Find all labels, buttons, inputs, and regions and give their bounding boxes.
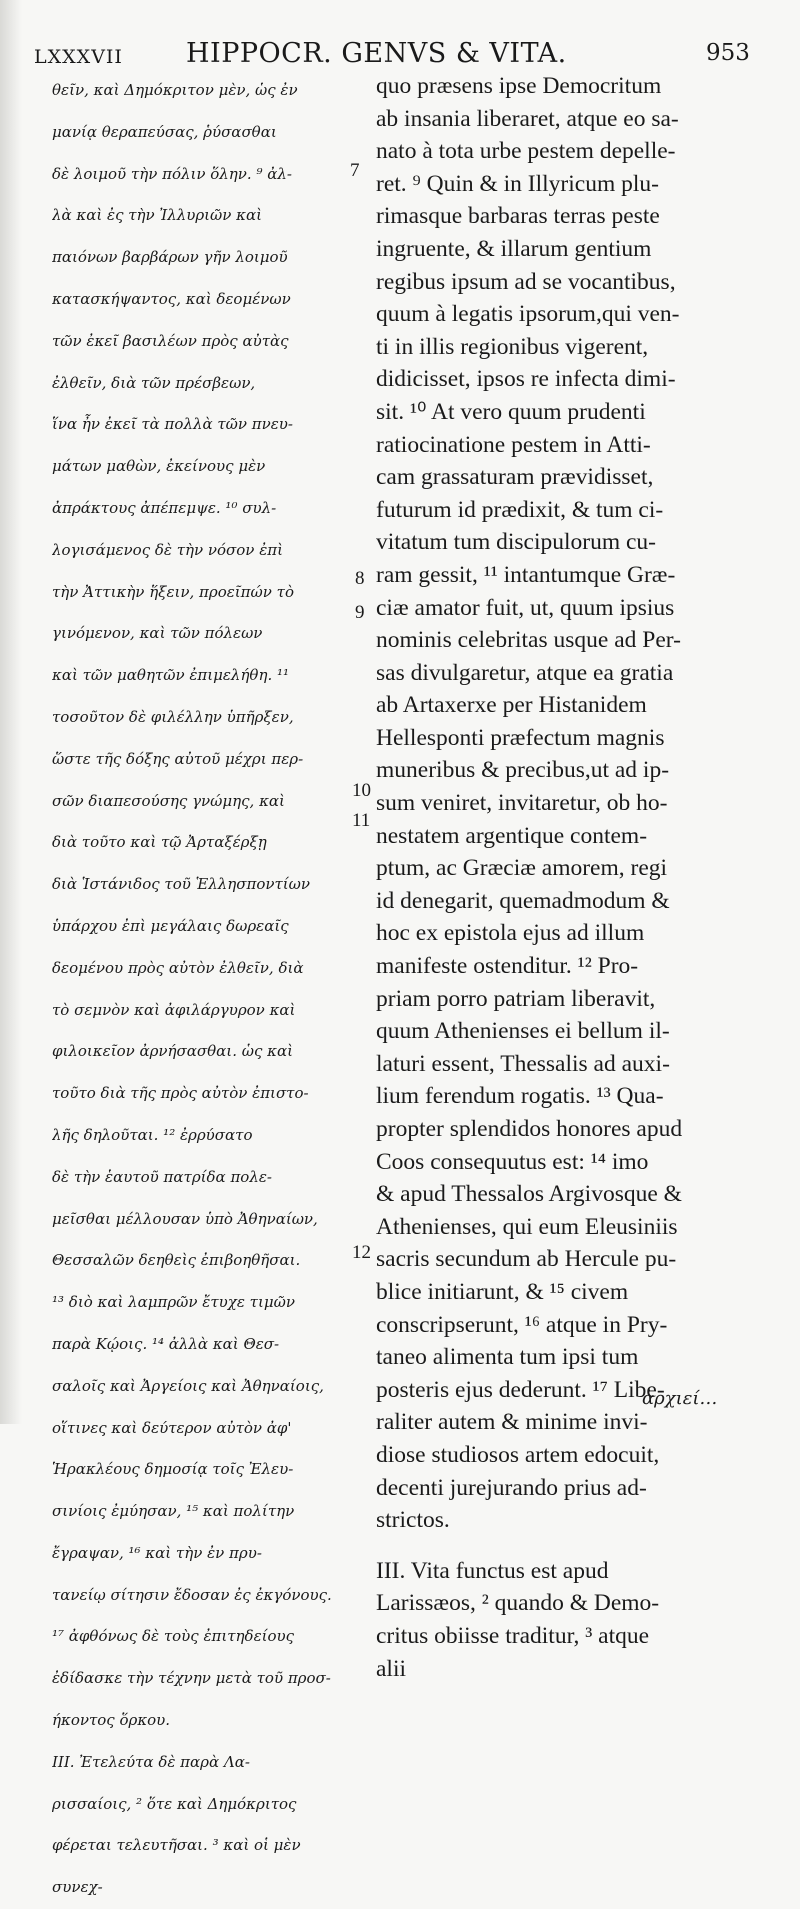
latin-text-line: sacris secundum ab Hercule pu-	[376, 1246, 677, 1273]
greek-text-line: φιλοικεῖον ἀρνήσασθαι. ὡς καὶ	[52, 1042, 293, 1061]
latin-text-line: nato à tota urbe pestem depelle-	[376, 138, 676, 165]
greek-text-line: τὸ σεμνὸν καὶ ἀφιλάργυρον καὶ	[52, 1000, 296, 1019]
greek-text-line: ήκοντος ὅρκου.	[52, 1711, 171, 1730]
greek-text-line: ὥστε τῆς δόξης αὐτοῦ μέχρι περ-	[52, 749, 304, 768]
latin-text-line: diose studiosos artem edocuit,	[376, 1441, 660, 1468]
running-title: HIPPOCR. GENVS & VITA.	[186, 38, 567, 69]
margin-number-11: 11	[352, 810, 371, 831]
margin-number-8: 8	[355, 568, 365, 589]
latin-text-line: sum veniret, invitaretur, ob ho-	[376, 790, 668, 817]
page-gutter-shadow	[0, 0, 22, 1424]
greek-text-line: ἀπράκτους ἀπέπεμψε. ¹⁰ συλ-	[52, 498, 277, 517]
latin-text-line: ab Artaxerxe per Histanidem	[376, 692, 647, 719]
latin-text-line: muneribus & precibus,ut ad ip-	[376, 757, 670, 784]
greek-text-line: ἵνα ἦν ἐκεῖ τὰ πολλὰ τῶν πνευ-	[52, 415, 293, 434]
greek-text-line: λογισάμενος δὲ τὴν νόσον ἐπὶ	[52, 540, 283, 559]
latin-text-line: sas divulgaretur, atque ea gratia	[376, 659, 674, 686]
latin-text-line: ret. ⁹ Quin & in Illyricum plu-	[376, 170, 659, 197]
greek-text-line: δὲ λοιμοῦ τὴν πόλιν ὅλην. ⁹ ἀλ-	[52, 164, 292, 183]
latin-text-line: conscripserunt, ¹⁶ atque in Pry-	[376, 1311, 668, 1338]
greek-text-line: Ἡρακλέους δημοσίᾳ τοῖς Ἐλευ-	[52, 1460, 294, 1479]
latin-text-line: propter splendidos honores apud	[376, 1116, 683, 1142]
latin-text-line: quum Athenienses ei bellum il-	[376, 1018, 670, 1045]
greek-text-line: συνεχ-	[52, 1878, 103, 1897]
latin-column	[376, 70, 796, 1685]
greek-text-line: δεομένου πρὸς αὐτὸν ἐλθεῖν, διὰ	[52, 958, 304, 977]
latin-text-line: regibus ipsum ad se vocantibus,	[376, 268, 676, 295]
latin-text-line: Coos consequutus est: ¹⁴ imo	[376, 1148, 649, 1175]
margin-number-9: 9	[355, 602, 365, 623]
greek-text-line: μανίᾳ θεραπεύσας, ῥύσασθαι	[52, 122, 277, 141]
greek-text-line: σῶν διαπεσούσης γνώμης, καὶ	[52, 791, 285, 810]
latin-text-line: posteris ejus dederunt. ¹⁷ Libe-	[376, 1376, 665, 1403]
latin-text-line: decenti jurejurando prius ad-	[376, 1474, 647, 1501]
greek-text-line: ἐδίδασκε τὴν τέχνην μετὰ τοῦ προσ-	[52, 1669, 331, 1688]
latin-text-line: vitatum tum discipulorum cu-	[376, 529, 657, 556]
latin-text-line: rimasque barbaras terras peste	[376, 203, 660, 230]
latin-text-line: & apud Thessalos Argivosque &	[376, 1181, 682, 1208]
latin-text-line: ciæ amator fuit, ut, quum ipsius	[376, 594, 675, 621]
greek-text-line: οἵτινες καὶ δεύτερον αὐτὸν ἀφ'	[52, 1418, 292, 1437]
page-label: LXXXVII	[34, 46, 123, 68]
latin-text-line: ab insania liberaret, atque eo sa-	[376, 105, 679, 132]
greek-text-line: καὶ τῶν μαθητῶν ἐπιμελήθη. ¹¹	[52, 666, 290, 685]
latin-text-line: sit. ¹⁰ At vero quum prudenti	[376, 398, 646, 425]
greek-text-line: λὰ καὶ ἐς τὴν Ἰλλυριῶν καὶ	[52, 206, 263, 225]
greek-text-line: ἔγραψαν, ¹⁶ καὶ τὴν ἐν πρυ-	[52, 1543, 262, 1562]
greek-text-line: διὰ Ἱστάνιδος τοῦ Ἑλλησποντίων	[52, 875, 311, 894]
greek-text-line: φέρεται τελευτῆσαι. ³ καὶ οἱ μὲν	[52, 1836, 301, 1855]
latin-text-line: ram gessit, ¹¹ intantumque Græ-	[376, 561, 676, 588]
latin-text-line: cam grassaturam prævidisset,	[376, 464, 654, 491]
latin-text-line: priam porro patriam liberavit,	[376, 985, 656, 1012]
latin-text-line: raliter autem & minime invi-	[376, 1409, 648, 1436]
page-number: 953	[706, 40, 750, 66]
latin-text-line: ingruente, & illarum gentium	[376, 235, 652, 262]
latin-text-line: nominis celebritas usque ad Per-	[376, 627, 681, 654]
latin-text-line: critus obiisse traditur, ³ atque	[376, 1622, 650, 1649]
margin-number-7: 7	[350, 160, 360, 181]
latin-text-line: quum à legatis ipsorum,qui ven-	[376, 301, 680, 328]
greek-text-line: διὰ τοῦτο καὶ τῷ Ἀρταξέρξῃ	[52, 833, 267, 852]
margin-number-12: 12	[352, 1242, 371, 1263]
greek-text-line: σαλοῖς καὶ Ἀργείοις καὶ Ἀθηναίοις,	[52, 1376, 324, 1395]
greek-text-line: ¹³ διὸ καὶ λαμπρῶν ἔτυχε τιμῶν	[52, 1293, 295, 1312]
greek-text-line: ΙΙΙ. Ἐτελεύτα δὲ παρὰ Λα-	[52, 1752, 250, 1771]
latin-text-line	[376, 1537, 796, 1555]
greek-text-line: σινίοις ἐμύησαν, ¹⁵ καὶ πολίτην	[52, 1502, 295, 1521]
greek-text-line: ὑπάρχου ἐπὶ μεγάλαις δωρεαῖς	[52, 916, 289, 935]
latin-text-line: ptum, ac Græciæ amorem, regi	[376, 855, 668, 882]
greek-text-line: λῆς δηλοῦται. ¹² ἐρρύσατο	[52, 1125, 253, 1144]
greek-text-line: δὲ τὴν ἑαυτοῦ πατρίδα πολε-	[52, 1167, 272, 1186]
latin-text-line: blice initiarunt, & ¹⁵ civem	[376, 1278, 629, 1305]
greek-text-line: θεῖν, καὶ Δημόκριτον μὲν, ὡς ἐν	[52, 81, 298, 99]
greek-text-line: ρισσαίοις, ² ὅτε καὶ Δημόκριτος	[52, 1794, 297, 1813]
latin-text-line: ti in illis regionibus vigerent,	[376, 333, 649, 360]
latin-text-line: III. Vita functus est apud	[376, 1557, 609, 1584]
footer-fragment: ἀρχιεί…	[642, 1388, 718, 1409]
latin-text-line: ratiocinatione pestem in Atti-	[376, 431, 651, 458]
greek-text-line: τοσοῦτον δὲ φιλέλλην ὑπῆρξεν,	[52, 707, 294, 726]
latin-text-line: hoc ex epistola ejus ad illum	[376, 920, 645, 947]
latin-text-line: Larissæos, ² quando & Demo-	[376, 1590, 660, 1617]
greek-text-line: μεῖσθαι μέλλουσαν ὑπὸ Ἀθηναίων,	[52, 1209, 318, 1228]
greek-text-line: τῶν ἐκεῖ βασιλέων πρὸς αὐτὰς	[52, 331, 289, 350]
greek-text-line: ἐλθεῖν, διὰ τῶν πρέσβεων,	[52, 373, 256, 392]
latin-text-line: id denegarit, quemadmodum &	[376, 887, 670, 914]
greek-text-line: παρὰ Κῴοις. ¹⁴ ἀλλὰ καὶ Θεσ-	[52, 1334, 280, 1353]
margin-number-10: 10	[352, 780, 371, 801]
greek-text-line: ¹⁷ ἀφθόνως δὲ τοὺς ἐπιτηδείους	[52, 1627, 295, 1646]
greek-text-line: κατασκήψαντος, καὶ δεομένων	[52, 289, 291, 308]
running-header	[0, 38, 800, 74]
latin-text-line: Hellesponti præfectum magnis	[376, 724, 665, 751]
latin-text-line: quo præsens ipse Democritum	[376, 73, 662, 99]
latin-text-line: lium ferendum rogatis. ¹³ Qua-	[376, 1083, 664, 1110]
latin-text-line: didicisset, ipsos re infecta dimi-	[376, 366, 676, 393]
latin-text-line: strictos.	[376, 1507, 450, 1534]
latin-text-line: taneo alimenta tum ipsi tum	[376, 1344, 639, 1371]
latin-text-line: Athenienses, qui eum Eleusiniis	[376, 1213, 678, 1240]
latin-text-line: manifeste ostenditur. ¹² Pro-	[376, 953, 639, 980]
greek-column	[52, 70, 350, 1909]
latin-text-line: laturi essent, Thessalis ad auxi-	[376, 1050, 670, 1077]
latin-text-line: alii	[376, 1655, 407, 1682]
greek-text-line: τοῦτο διὰ τῆς πρὸς αὐτὸν ἐπιστο-	[52, 1084, 309, 1103]
latin-text-line: nestatem argentique contem-	[376, 822, 648, 849]
greek-text-line: γινόμενον, καὶ τῶν πόλεων	[52, 624, 263, 643]
greek-text-line: τανείῳ σίτησιν ἔδοσαν ἐς ἐκγόνους.	[52, 1585, 332, 1604]
latin-text-line: futurum id prædixit, & tum ci-	[376, 496, 664, 523]
greek-text-line: μάτων μαθὼν, ἐκείνους μὲν	[52, 457, 266, 476]
greek-text-line: Θεσσαλῶν δεηθεὶς ἐπιβοηθῆσαι.	[52, 1251, 301, 1270]
greek-text-line: τὴν Ἀττικὴν ἥξειν, προεῖπών τὸ	[52, 582, 294, 601]
greek-text-line: παιόνων βαρβάρων γῆν λοιμοῦ	[52, 248, 288, 267]
